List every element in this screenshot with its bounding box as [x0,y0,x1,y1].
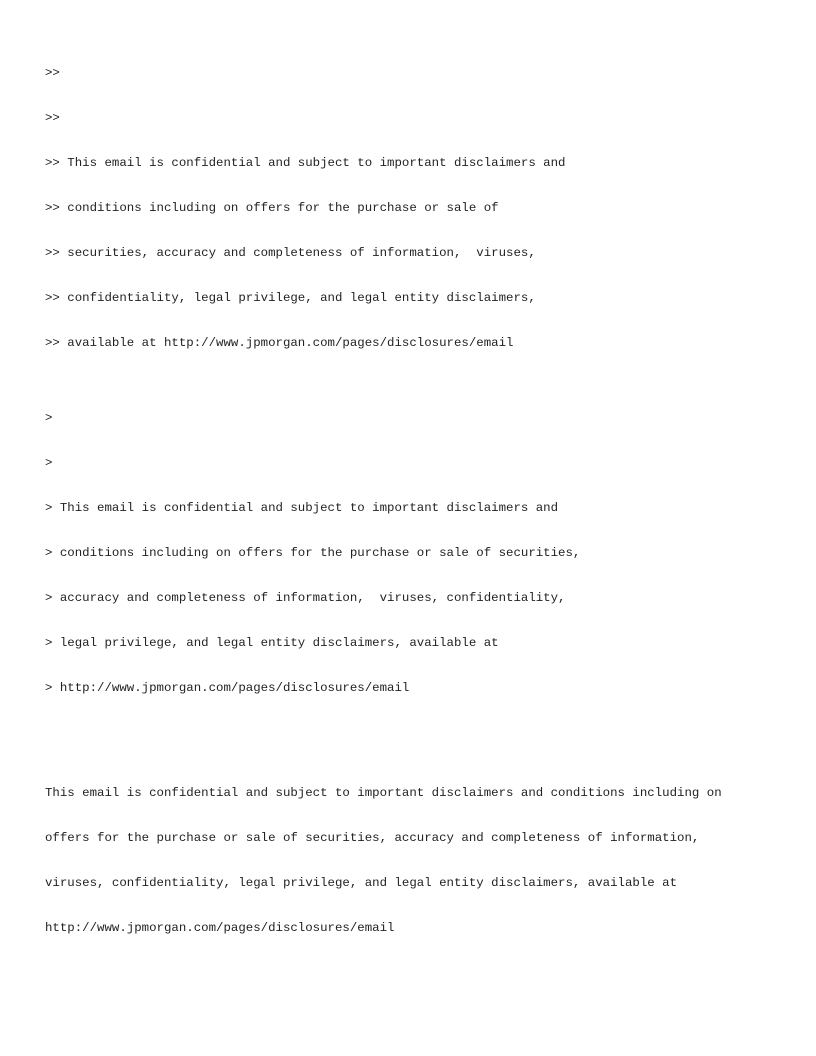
quoted-line: > http://www.jpmorgan.com/pages/disclosures/email [45,681,410,695]
disclaimer-line: This email is confidential and subject to important disclaimers and conditions including on [45,786,722,800]
quoted-line: >> available at http://www.jpmorgan.com/pages/disclosures/email [45,336,514,350]
quoted-line: >> securities, accuracy and completeness of information, viruses, [45,246,536,260]
quoted-line: > This email is confidential and subject to important disclaimers and [45,501,559,515]
quoted-line: >> [45,66,60,80]
quoted-reply-level-1 [45,381,805,726]
quoted-line: > [45,411,53,425]
email-body [45,36,805,966]
disclaimer-line: viruses, confidentiality, legal privilege, and legal entity disclaimers, available at [45,876,678,890]
quoted-line: >> conditions including on offers for the purchase or sale of [45,201,499,215]
disclaimer-paragraph [45,756,805,966]
quoted-line: > [45,456,53,470]
quoted-line: > accuracy and completeness of information, viruses, confidentiality, [45,591,566,605]
quoted-line: >> confidentiality, legal privilege, and legal entity disclaimers, [45,291,536,305]
quoted-line: > legal privilege, and legal entity disclaimers, available at [45,636,499,650]
quoted-reply-level-2 [45,36,805,381]
paragraph-gap [45,726,805,756]
disclaimer-line: offers for the purchase or sale of securities, accuracy and completeness of information, [45,831,700,845]
quoted-line: > conditions including on offers for the purchase or sale of securities, [45,546,581,560]
quoted-line: >> This email is confidential and subject to important disclaimers and [45,156,566,170]
disclaimer-line: http://www.jpmorgan.com/pages/disclosures/email [45,921,395,935]
quoted-line: >> [45,111,60,125]
